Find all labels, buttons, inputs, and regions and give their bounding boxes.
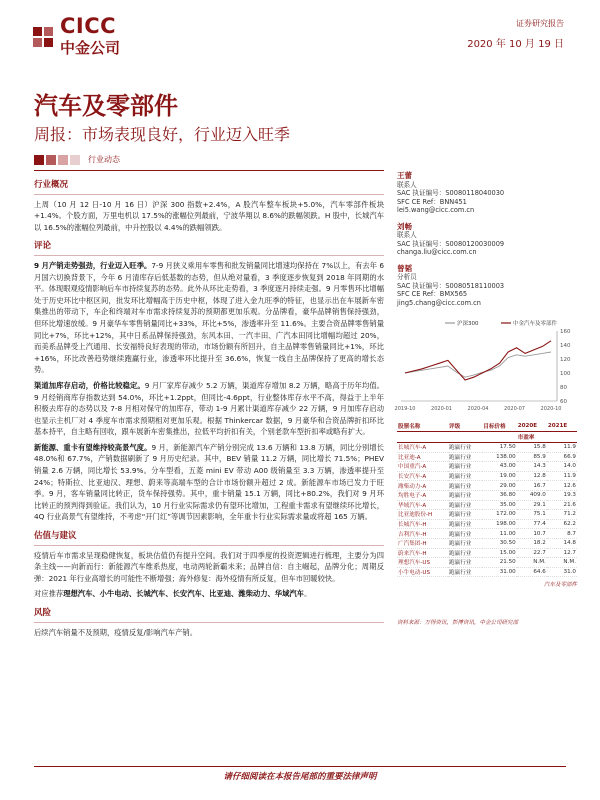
pe-2020e-cell: 29.1 (517, 500, 547, 510)
suggest-paragraph-1: 疫情后车市需求呈现稳健恢复，板块估值仍有提升空间。我们对于四季度的投资逻辑进行梳理，主要分为四条主线——向新而行：新能源汽车维系热度，电动两轮新霸未来；品牌自信：自主崛起，品牌分化；周期反弹：2021 年行业高增长的可能性不断增强；海外修复：海外疫情有所反复，但车市回暖较快。 (34, 550, 384, 583)
footer-disclaimer: 请仔细阅读在本报告尾部的重要法律声明 (223, 772, 377, 782)
analyst-card (397, 172, 577, 215)
stock-name-cell: 小牛电动-US (397, 567, 448, 577)
target-price-cell: 29.00 (482, 481, 516, 491)
rating-cell: 跑赢行业 (448, 443, 482, 453)
stock-name-cell: 比亚迪股份-H (397, 510, 448, 520)
table-note: 汽车及零部件 (543, 582, 577, 589)
table-row (397, 471, 577, 481)
analyst-email: changa.liu@cicc.com.cn (397, 248, 477, 256)
tag-square-icon (58, 155, 68, 165)
comment-p2-lead: 渠道加库存启动，价格比较稳定。 (34, 380, 145, 390)
tag-square-icon (46, 155, 56, 165)
pe-2020e-cell: 12.8 (517, 471, 547, 481)
analyst-name: 曾韬 (397, 263, 412, 273)
analyst-role: 联系人 (397, 180, 417, 189)
target-price-cell: 31.00 (482, 567, 516, 577)
analyst-email: lei5.wang@cicc.com.cn (397, 206, 475, 214)
comment-p3-lead: 新能源、重卡有望维持较高景气度。 (34, 442, 152, 452)
table-row (397, 567, 577, 577)
pe-2020e-cell: 64.6 (517, 567, 547, 577)
col-subheader (482, 432, 516, 443)
table-row (397, 500, 577, 510)
rating-cell: 跑赢行业 (448, 548, 482, 558)
rating-cell: 跑赢行业 (448, 538, 482, 548)
section-head-suggest: 估值与建议 (34, 531, 384, 546)
pe-2020e-cell: 77.4 (517, 519, 547, 529)
footer-divider (34, 766, 566, 767)
rating-cell: 跑赢行业 (448, 519, 482, 529)
stock-name-cell: 长安汽车-A (397, 471, 448, 481)
pe-2020e-cell: 85.9 (517, 452, 547, 462)
divider (34, 170, 384, 171)
pe-2021e-cell: N.M. (547, 558, 577, 568)
stock-name-cell: 吉利汽车-H (397, 529, 448, 539)
analyst-card (397, 265, 577, 308)
table-header-row (397, 421, 577, 432)
y-tick-label: 80 (560, 385, 567, 391)
doc-type: 证券研究报告 (516, 19, 564, 28)
table-body (397, 443, 577, 577)
table-row (397, 548, 577, 558)
table-row (397, 519, 577, 529)
review-text: 上周（10 月 12 日-10 月 16 日）沪深 300 指数+2.4%，A 股汽车整车板块+5.0%，汽车零部件板块+1.4%。个股方面，万里电机以 17.5%的涨幅位列最前，宁波华翔以 8.6%的跌幅领跌。H 股中，长城汽车以 16.5%的涨幅位列最前，中升控股以 4.4%的跌幅领跌。 (34, 199, 384, 232)
valuation-table (397, 421, 577, 577)
section-head-review: 行业概况 (34, 180, 384, 195)
suggest-p2-post: 。 (303, 589, 312, 599)
x-tick-label: 2020-04 (467, 406, 489, 412)
pe-2021e-cell: 12.7 (547, 548, 577, 558)
analyst-name: 王蕾 (397, 171, 412, 180)
target-price-cell: 138.00 (482, 452, 516, 462)
y-tick-label: 120 (560, 357, 571, 363)
stock-name-cell: 蔚来汽车-H (397, 548, 448, 558)
legend-label: 沪深300 (457, 321, 479, 327)
target-price-cell: 21.50 (482, 558, 516, 568)
target-price-cell: 19.00 (482, 471, 516, 481)
target-price-cell: 198.00 (482, 519, 516, 529)
x-tick-label: 2020-10 (540, 406, 562, 412)
x-tick-label: 2019-10 (394, 406, 416, 412)
stock-name-cell: 理想汽车-US (397, 558, 448, 568)
table-row (397, 558, 577, 568)
logo-english: CICC (60, 14, 117, 38)
pe-2021e-cell: 31.0 (547, 567, 577, 577)
comment-p2-body: 9 月厂家库存减少 5.2 万辆，渠道库存增加 8.2 万辆，略高于历年均值。9 月经销商库存指数达到 54.0%，环比+1.2ppt，但同比-4.6ppt，行业整体库存水平不高，得益于上半年积极去库存的态势以及 7-8 月相对保守的加库存，带动 1-9 月累计渠道库存减少 22 万辆，9 月加库存启动也显示主机厂对 4 季度车市需求预期相对更加乐观。根据 Thinkercar 数据，9 月豪华和合资品牌折扣环比基本持平，自主略有回收，跟车展新车密集推出，拉低平均折扣有关，个别老款车型折扣率或略有扩大。 (34, 380, 385, 437)
comment-paragraph-3 (34, 442, 384, 523)
rating-cell: 跑赢行业 (448, 481, 482, 491)
analyst-name: 刘畅 (397, 221, 412, 231)
x-tick-label: 2020-01 (431, 406, 452, 412)
rating-cell: 跑赢行业 (448, 462, 482, 472)
pe-2020e-cell: 16.7 (517, 481, 547, 491)
pe-2021e-cell: 62.2 (547, 519, 577, 529)
table-source: 资料来源：万得资讯，彭博资讯，中金公司研究部 (397, 620, 519, 627)
logo-chinese: 中金公司 (60, 39, 121, 57)
comment-p3-body: 9 月，新能源汽车产销分别完成 13.6 万辆和 13.8 万辆，同比分别增长 48.0%和 67.7%，产销数据刷新了 9 月历史纪录。其中，BEV 销量 11.2 万辆，同比增长 71.5%；PHEV 销量 2.6 万辆，同比增长 53.9%。分车型看，五菱 mini EV 带动 A00 级销量至 3.3 万辆，渗透率提升至 24%；特斯拉、比亚迪汉、理想、蔚来等高端车型的合计市场份额升超过 2 成。新能源车市场已发力于旺季。9 月，客车销量同比转正，货车保持强势。其中，重卡销量 15.1 万辆，同比+80.2%，我们对 9 月环比转正的预判得到验证。我们认为，10 月行业实际需求仍有望环比增加，工程重卡需求有望继续环比增长，4Q 行业高景气有望维持，不考虑“开门红”等调节因素影响，全年重卡行业实际需求量或将超 165 万辆。 (34, 442, 385, 522)
suggest-paragraph-2 (34, 588, 384, 600)
target-price-cell: 36.80 (482, 490, 516, 500)
pe-2020e-cell: N.M. (517, 558, 547, 568)
comment-paragraph-1 (34, 260, 384, 376)
analyst-email: jing5.chang@cicc.com.cn (397, 298, 481, 307)
pe-2021e-cell: 11.9 (547, 471, 577, 481)
stock-name-cell: 长城汽车-H (397, 519, 448, 529)
table-row (397, 452, 577, 462)
table-row (397, 538, 577, 548)
col-subheader (397, 432, 448, 443)
section-head-risk: 风险 (34, 608, 384, 623)
col-header: 评级 (448, 421, 482, 432)
stock-name-cell: 比亚迪-A (397, 452, 448, 462)
target-price-cell: 17.50 (482, 443, 516, 453)
pe-2021e-cell: 71.2 (547, 510, 577, 520)
section-head-comment: 评论 (34, 241, 384, 256)
suggest-p2-picks: 理想汽车、小牛电动、长城汽车、长安汽车、比亚迪、潍柴动力、华域汽车 (63, 589, 304, 599)
comment-p1-body: 7-9 月狭义乘用车零售和批发销量同比增速均保持在 7%以上，有去年 6 月国六切换背景下，今年 6 月清库存后低基数的态势，但从绝对量看，3 季度逐步恢复到 2018 年同期的水平。体现眼观疫情影响后车市持续复苏的态势。此外从环比走势看，3 季度逐月持续走强。9 月零售环比增幅处于历史环比中枢区间，批发环比增幅高于历史中枢，体现了进入金九旺季的特征，也显示出在车展新车密集推出的带动下，车企和终端对车市需求持续复苏的预期都更加乐观。分品牌看，豪华品牌销售保持强劲，但环比增速放缓。9 月豪华车零售销量同比+33%，环比+5%，渗透率升至 11.6%。主要合资品牌零售销量同比+7%，环比+12%，其中日系品牌保持强劲，东风本田、一汽丰田、广汽本田同比增幅均超过 20%，而美系品牌受上汽通用、长安福特良好表现的带动，市场份额有所回升，自主品牌零售销量同比+1%，环比+16%，环比改善趋势继续跑赢行业，渗透率环比提升至 36.6%，恢复一线自主品牌保持了更高的增长态势。 (34, 260, 385, 375)
x-tick-label: 2020-07 (504, 406, 525, 412)
analyst-sac: SAC 执证编号：S0080120030009 (397, 239, 505, 248)
table-row (397, 490, 577, 500)
analyst-role: 分析员 (397, 273, 417, 281)
rating-cell: 跑赢行业 (448, 452, 482, 462)
y-tick-label: 100 (560, 371, 571, 377)
stock-name-cell: 广汽集团-H (397, 538, 448, 548)
pe-2021e-cell: 12.6 (547, 481, 577, 491)
rating-cell: 跑赢行业 (448, 471, 482, 481)
target-price-cell: 15.00 (482, 548, 516, 558)
tag-bar (34, 154, 120, 165)
suggest-p2-pre: 对应推荐 (34, 589, 64, 599)
table-row (397, 462, 577, 472)
pe-2021e-cell: 14.8 (547, 538, 577, 548)
stock-name-cell: 均胜电子-A (397, 490, 448, 500)
pe-2020e-cell: 409.0 (517, 490, 547, 500)
table-row (397, 443, 577, 453)
report-subtitle: 周报：市场表现良好，行业迈入旺季 (34, 125, 291, 144)
pe-2020e-cell: 18.2 (517, 538, 547, 548)
rating-cell: 跑赢行业 (448, 567, 482, 577)
tag-label: 行业动态 (88, 155, 120, 164)
rating-cell: 跑赢行业 (448, 500, 482, 510)
col-header: 2021E (547, 421, 577, 432)
analyst-sac: SAC 执证编号：S0080118040030 (397, 189, 505, 197)
analyst-sfc: SFC CE Ref：BNN451 (397, 197, 467, 206)
header-right (467, 18, 564, 50)
cicc-emblem-icon (32, 26, 54, 48)
analyst-card (397, 223, 577, 257)
risk-text: 后续汽车销量不及预期，疫情反复/影响汽车产销。 (34, 627, 197, 637)
col-subheader (448, 432, 482, 443)
target-price-cell: 11.00 (482, 529, 516, 539)
stock-name-cell: 潍柴动力-A (397, 481, 448, 491)
pe-2021e-cell: 21.6 (547, 500, 577, 510)
tag-square-icon (70, 155, 80, 165)
pe-2021e-cell: 11.9 (547, 443, 577, 453)
y-tick-label: 60 (560, 399, 567, 405)
pe-2020e-cell: 75.1 (517, 510, 547, 520)
target-price-cell: 35.00 (482, 500, 516, 510)
pe-2021e-cell: 19.3 (547, 490, 577, 500)
pe-2021e-cell: 8.7 (547, 529, 577, 539)
y-tick-label: 160 (560, 329, 571, 335)
report-title: 汽车及零部件 (34, 91, 178, 120)
table-subheader-row (397, 432, 577, 443)
analyst-role: 联系人 (397, 231, 417, 239)
target-price-cell: 30.50 (482, 538, 516, 548)
stock-name-cell: 长城汽车-A (397, 443, 448, 453)
left-column (34, 180, 384, 642)
pe-2020e-cell: 15.8 (517, 443, 547, 453)
comment-p1-lead: 9 月产销走势强劲，行业迈入旺季。 (34, 260, 152, 270)
table-row (397, 481, 577, 491)
rating-cell: 跑赢行业 (448, 529, 482, 539)
y-tick-label: 140 (560, 343, 571, 349)
analyst-sac: SAC 执证编号：S0080518110003 (397, 281, 505, 290)
stock-name-cell: 中国重汽-A (397, 462, 448, 472)
pe-2020e-cell: 14.3 (517, 462, 547, 472)
table-row (397, 510, 577, 520)
legend-label: 中金汽车及零部件 (513, 321, 558, 327)
cicc-logo (32, 16, 120, 57)
comment-paragraph-2 (34, 380, 384, 438)
rating-cell: 跑赢行业 (448, 490, 482, 500)
col-subheader: 市盈率 (517, 432, 547, 443)
rating-cell: 跑赢行业 (448, 558, 482, 568)
pe-2021e-cell: 66.9 (547, 452, 577, 462)
col-header: 2020E (517, 421, 547, 432)
col-header: 股票名称 (397, 421, 448, 432)
col-subheader (547, 432, 577, 443)
col-header: 目标价格 (482, 421, 516, 432)
tag-square-icon (34, 155, 44, 165)
doc-date: 2020 年 10 月 19 日 (467, 39, 564, 50)
series-line-csi300 (405, 352, 551, 377)
pe-2020e-cell: 22.7 (517, 548, 547, 558)
analyst-sfc: SFC CE Ref：BMX565 (397, 290, 468, 298)
target-price-cell: 172.00 (482, 510, 516, 520)
right-column (394, 171, 577, 627)
performance-chart (394, 315, 577, 415)
rating-cell: 跑赢行业 (448, 510, 482, 520)
stock-name-cell: 华域汽车-A (397, 500, 448, 510)
target-price-cell: 43.00 (482, 462, 516, 472)
table-row (397, 529, 577, 539)
pe-2021e-cell: 14.0 (547, 462, 577, 472)
pe-2020e-cell: 10.7 (517, 529, 547, 539)
